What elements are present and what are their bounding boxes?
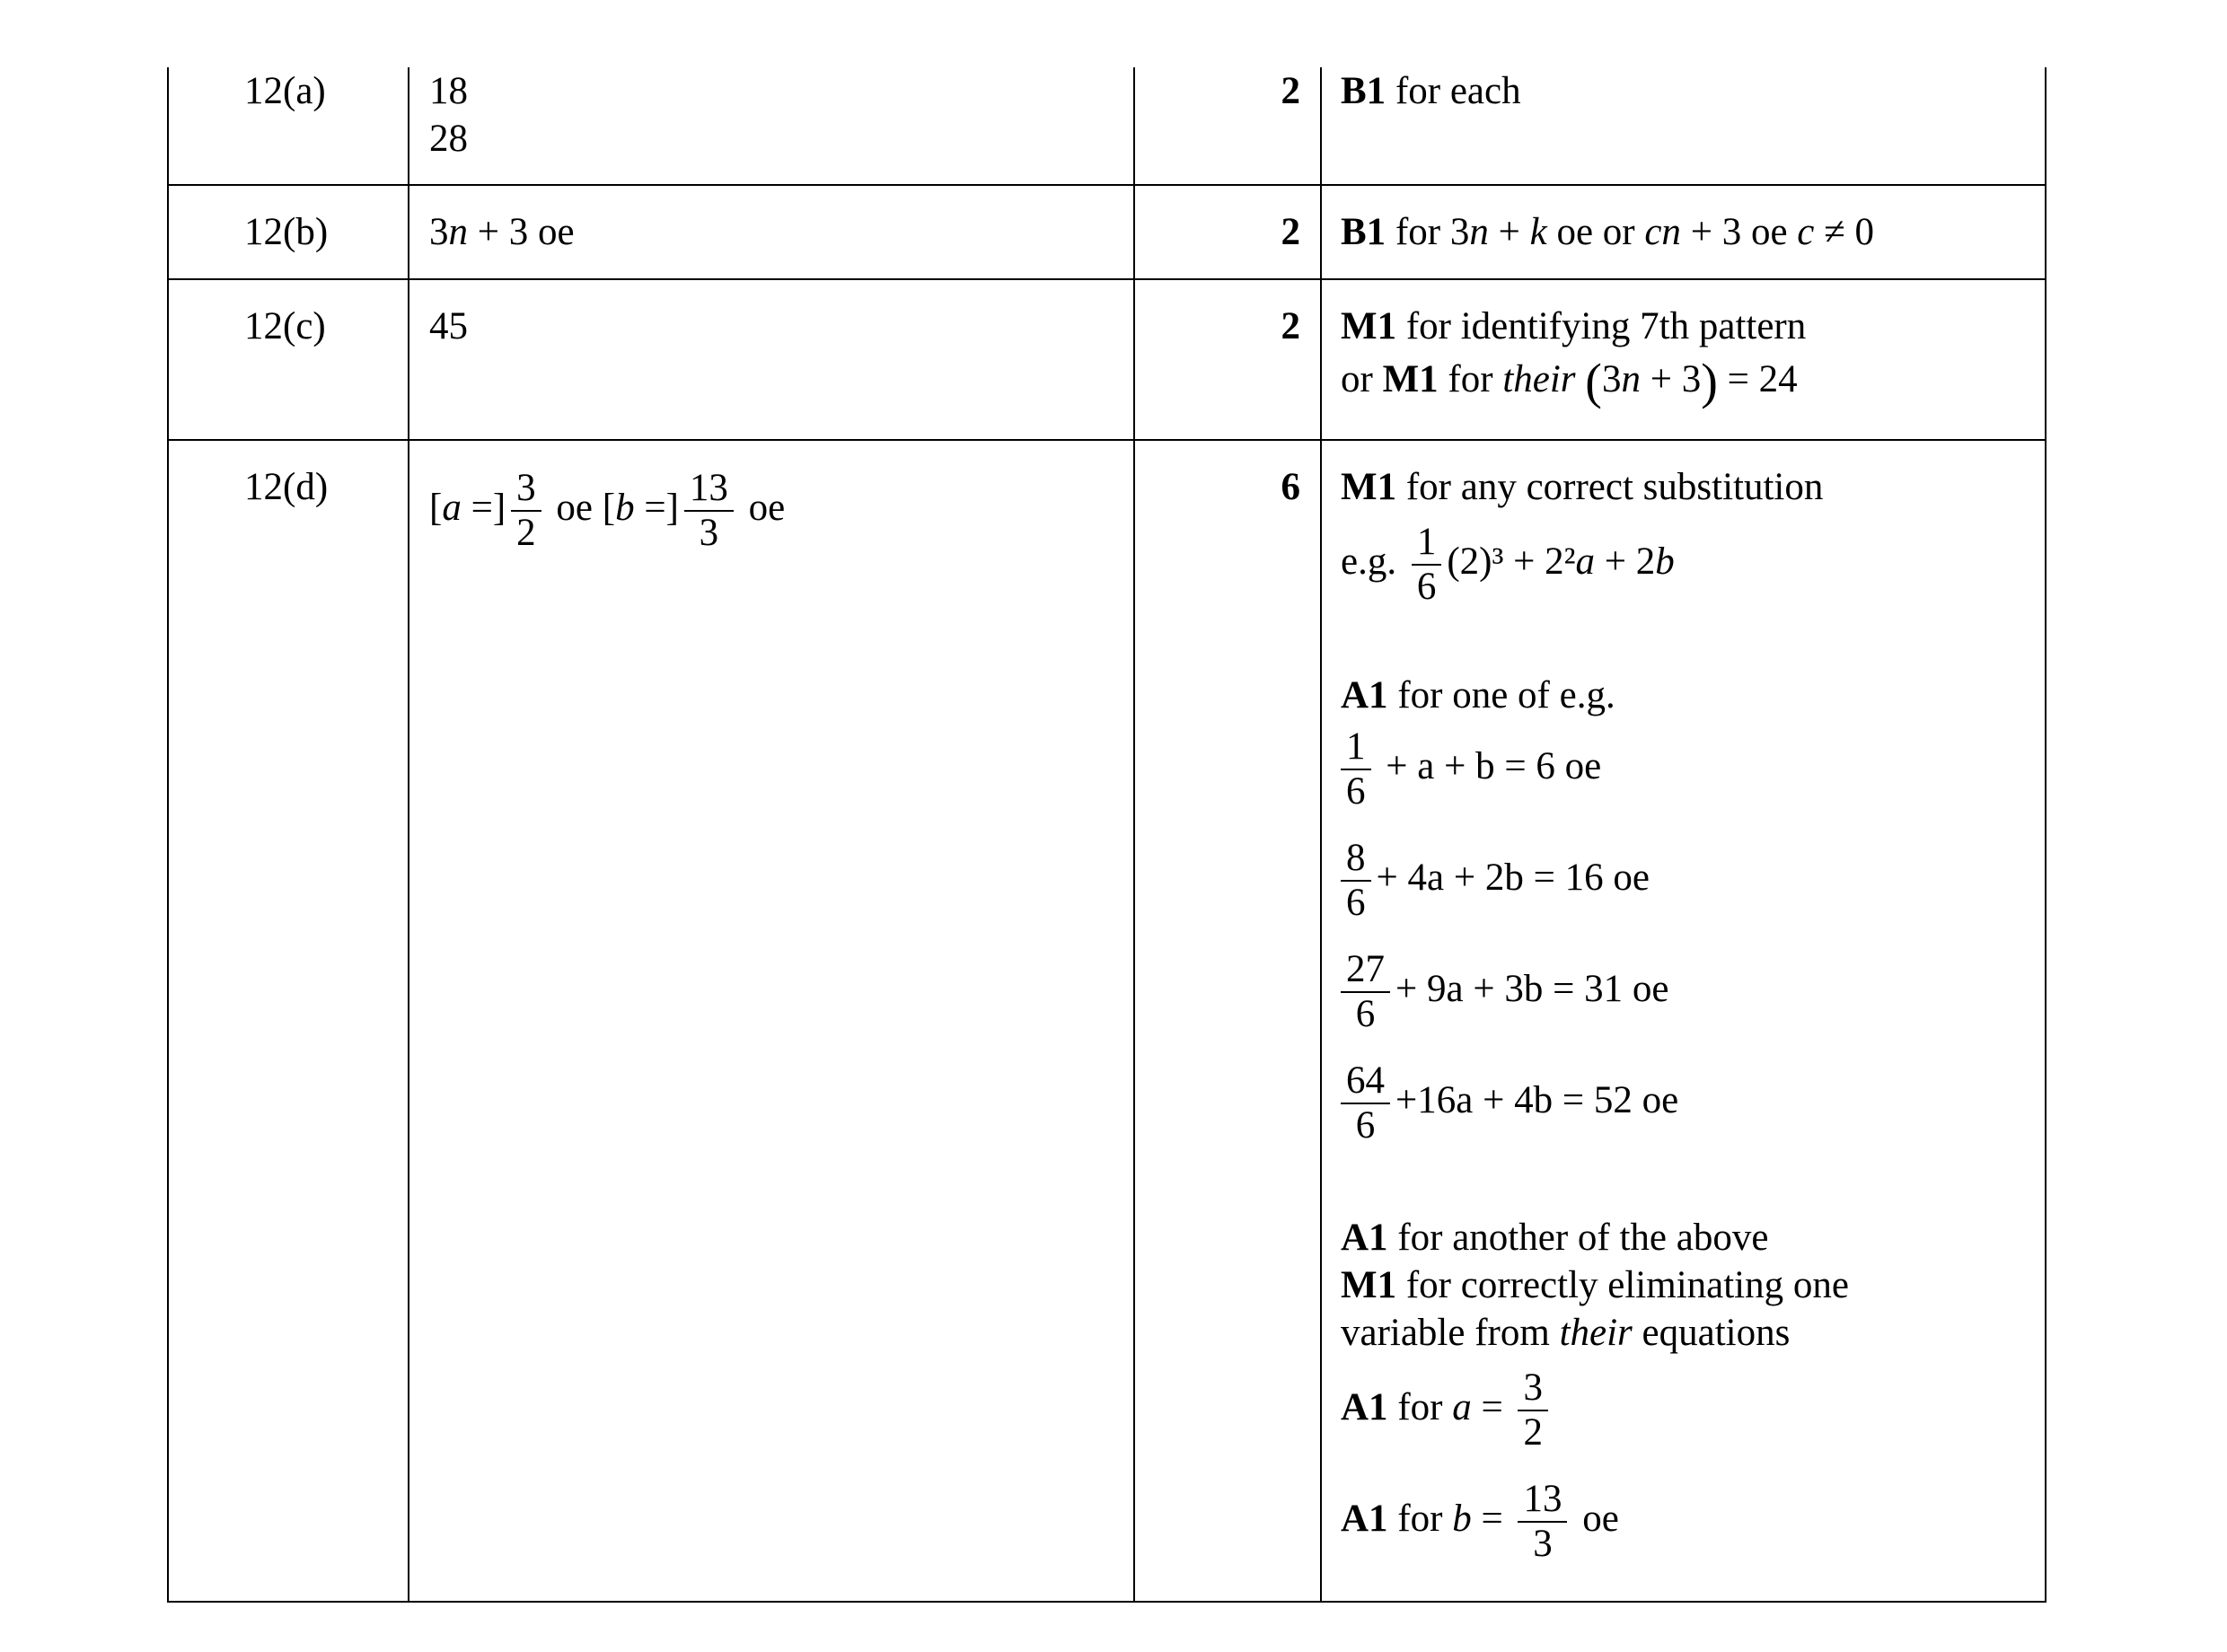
denominator: 6 bbox=[1355, 1104, 1376, 1147]
note-text: oe bbox=[1572, 1497, 1619, 1540]
mark-code: A1 bbox=[1341, 1497, 1388, 1540]
note-text: ≠ 0 bbox=[1814, 211, 1874, 253]
note-text: variable from bbox=[1341, 1312, 1560, 1354]
numerator: 13 bbox=[1518, 1478, 1567, 1523]
answer-text: [ bbox=[429, 486, 443, 529]
mark-code: A1 bbox=[1341, 1385, 1388, 1428]
note-variable: k bbox=[1529, 211, 1547, 253]
column-divider-marks bbox=[1133, 67, 1135, 1603]
denominator: 6 bbox=[1355, 993, 1376, 1035]
note-text: equations bbox=[1632, 1312, 1791, 1354]
numerator: 1 bbox=[1412, 521, 1442, 566]
marks-value: 2 bbox=[1281, 211, 1300, 253]
answer: 45 bbox=[429, 305, 468, 347]
note-variable: c bbox=[1797, 211, 1815, 253]
answer-text: =] bbox=[634, 486, 679, 529]
numerator: 13 bbox=[684, 467, 734, 512]
denominator: 2 bbox=[516, 512, 536, 554]
guidance-note bbox=[1341, 672, 1615, 719]
note-text: for one of e.g. bbox=[1387, 674, 1615, 716]
note-variable: a bbox=[1575, 540, 1596, 583]
equation-text: + a + b = 6 oe bbox=[1376, 744, 1602, 787]
answer bbox=[429, 208, 575, 256]
answer-text: 3 bbox=[429, 211, 449, 253]
marks-value: 6 bbox=[1281, 466, 1300, 508]
note-text: for bbox=[1387, 1385, 1453, 1428]
marks-value: 2 bbox=[1281, 305, 1300, 347]
numerator: 8 bbox=[1341, 837, 1371, 882]
note-variable: n bbox=[1469, 211, 1489, 253]
mark-code: M1 bbox=[1341, 466, 1397, 508]
table-border-bottom bbox=[167, 1601, 2047, 1603]
marks-value: 2 bbox=[1281, 70, 1300, 112]
fraction bbox=[1341, 837, 1371, 925]
note-variable: n bbox=[1621, 358, 1641, 400]
table-border-right bbox=[2045, 67, 2047, 1603]
note-text: for bbox=[1387, 1497, 1453, 1540]
note-text: for another of the above bbox=[1387, 1217, 1769, 1259]
answer-text: + 3 oe bbox=[468, 211, 575, 253]
left-paren: ( bbox=[1585, 354, 1602, 410]
numerator: 1 bbox=[1341, 725, 1371, 770]
row-divider-a-b bbox=[167, 184, 2047, 186]
row-divider-b-c bbox=[167, 278, 2047, 280]
note-text: for each bbox=[1386, 70, 1521, 112]
mark-code: A1 bbox=[1341, 1217, 1388, 1259]
note-text: + 2 bbox=[1595, 540, 1656, 583]
answer-variable: b bbox=[615, 486, 635, 529]
mark-code: M1 bbox=[1341, 1264, 1397, 1306]
right-paren: ) bbox=[1701, 354, 1718, 410]
answer bbox=[429, 467, 785, 555]
fraction bbox=[511, 467, 541, 555]
answer-text: [ bbox=[602, 486, 616, 529]
mark-code: B1 bbox=[1341, 70, 1386, 112]
note-text: oe or bbox=[1546, 211, 1645, 253]
guidance-note bbox=[1341, 303, 1806, 350]
answer-text: oe bbox=[738, 486, 786, 529]
fraction bbox=[1341, 948, 1390, 1036]
equation-text: +16a + 4b = 52 oe bbox=[1395, 1078, 1679, 1121]
guidance-note bbox=[1341, 208, 1874, 256]
column-divider-notes bbox=[1320, 67, 1322, 1603]
fraction bbox=[684, 467, 734, 555]
mark-code: B1 bbox=[1341, 211, 1386, 253]
note-text: for correctly eliminating one bbox=[1396, 1264, 1849, 1306]
equation-line bbox=[1341, 725, 1601, 813]
table-border-left bbox=[167, 67, 169, 1603]
fraction bbox=[1341, 725, 1371, 813]
guidance-note bbox=[1341, 463, 1823, 511]
question-number: 12(c) bbox=[244, 305, 326, 347]
column-divider-answer bbox=[408, 67, 409, 1603]
denominator: 3 bbox=[1533, 1523, 1553, 1565]
answer-line: 18 bbox=[429, 70, 468, 112]
note-variable: a bbox=[1452, 1385, 1472, 1428]
answer-text: =] bbox=[461, 486, 506, 529]
denominator: 3 bbox=[699, 512, 719, 554]
denominator: 6 bbox=[1416, 566, 1437, 608]
note-text: = bbox=[1471, 1497, 1513, 1540]
note-text: for identifying 7th pattern bbox=[1396, 305, 1807, 347]
fraction bbox=[1518, 1478, 1567, 1566]
question-number: 12(a) bbox=[244, 70, 326, 112]
note-text: (2)³ + 2² bbox=[1447, 540, 1576, 583]
answer-variable: a bbox=[442, 486, 462, 529]
note-text: for bbox=[1438, 358, 1503, 400]
question-number: 12(b) bbox=[244, 211, 329, 253]
note-variable: b bbox=[1655, 540, 1675, 583]
note-text: for 3 bbox=[1386, 211, 1470, 253]
guidance-note bbox=[1341, 521, 1675, 609]
row-divider-c-d bbox=[167, 439, 2047, 441]
numerator: 27 bbox=[1341, 948, 1390, 993]
fraction bbox=[1412, 521, 1442, 609]
fraction bbox=[1341, 1059, 1390, 1147]
guidance-note bbox=[1341, 1478, 1619, 1566]
note-variable: cn bbox=[1644, 211, 1681, 253]
guidance-note bbox=[1341, 1261, 1849, 1309]
mark-code: M1 bbox=[1382, 358, 1439, 400]
equation-text: + 9a + 3b = 31 oe bbox=[1395, 967, 1669, 1010]
equation-line bbox=[1341, 837, 1650, 925]
note-text: = 24 bbox=[1717, 358, 1798, 400]
note-text: + 3 oe bbox=[1680, 211, 1798, 253]
numerator: 64 bbox=[1341, 1059, 1390, 1104]
guidance-note bbox=[1341, 354, 1798, 410]
note-variable: b bbox=[1452, 1497, 1472, 1540]
note-text: 3 bbox=[1601, 358, 1622, 400]
answer-text: oe bbox=[546, 486, 603, 529]
note-text: e.g. bbox=[1341, 540, 1406, 583]
numerator: 3 bbox=[511, 467, 541, 512]
equation-line bbox=[1341, 1059, 1678, 1147]
guidance-note bbox=[1341, 1366, 1554, 1454]
denominator: 6 bbox=[1346, 882, 1366, 924]
guidance-note bbox=[1341, 67, 1521, 115]
denominator: 6 bbox=[1346, 770, 1366, 813]
answer-variable: n bbox=[448, 211, 468, 253]
numerator: 3 bbox=[1518, 1366, 1548, 1411]
note-text: = bbox=[1471, 1385, 1513, 1428]
guidance-note bbox=[1341, 1214, 1768, 1261]
note-text: for any correct substitution bbox=[1396, 466, 1824, 508]
note-text: + bbox=[1488, 211, 1530, 253]
denominator: 2 bbox=[1523, 1411, 1543, 1454]
fraction bbox=[1518, 1366, 1548, 1454]
note-emphasis: their bbox=[1559, 1312, 1633, 1354]
equation-line bbox=[1341, 948, 1668, 1036]
question-number: 12(d) bbox=[244, 466, 329, 508]
mark-code: M1 bbox=[1341, 305, 1397, 347]
mark-code: A1 bbox=[1341, 674, 1388, 716]
answer-line: 28 bbox=[429, 118, 468, 160]
guidance-note bbox=[1341, 1309, 1790, 1357]
note-text: + 3 bbox=[1640, 358, 1702, 400]
equation-text: + 4a + 2b = 16 oe bbox=[1376, 856, 1650, 899]
note-emphasis: their bbox=[1502, 358, 1576, 400]
note-text: or bbox=[1341, 358, 1383, 400]
